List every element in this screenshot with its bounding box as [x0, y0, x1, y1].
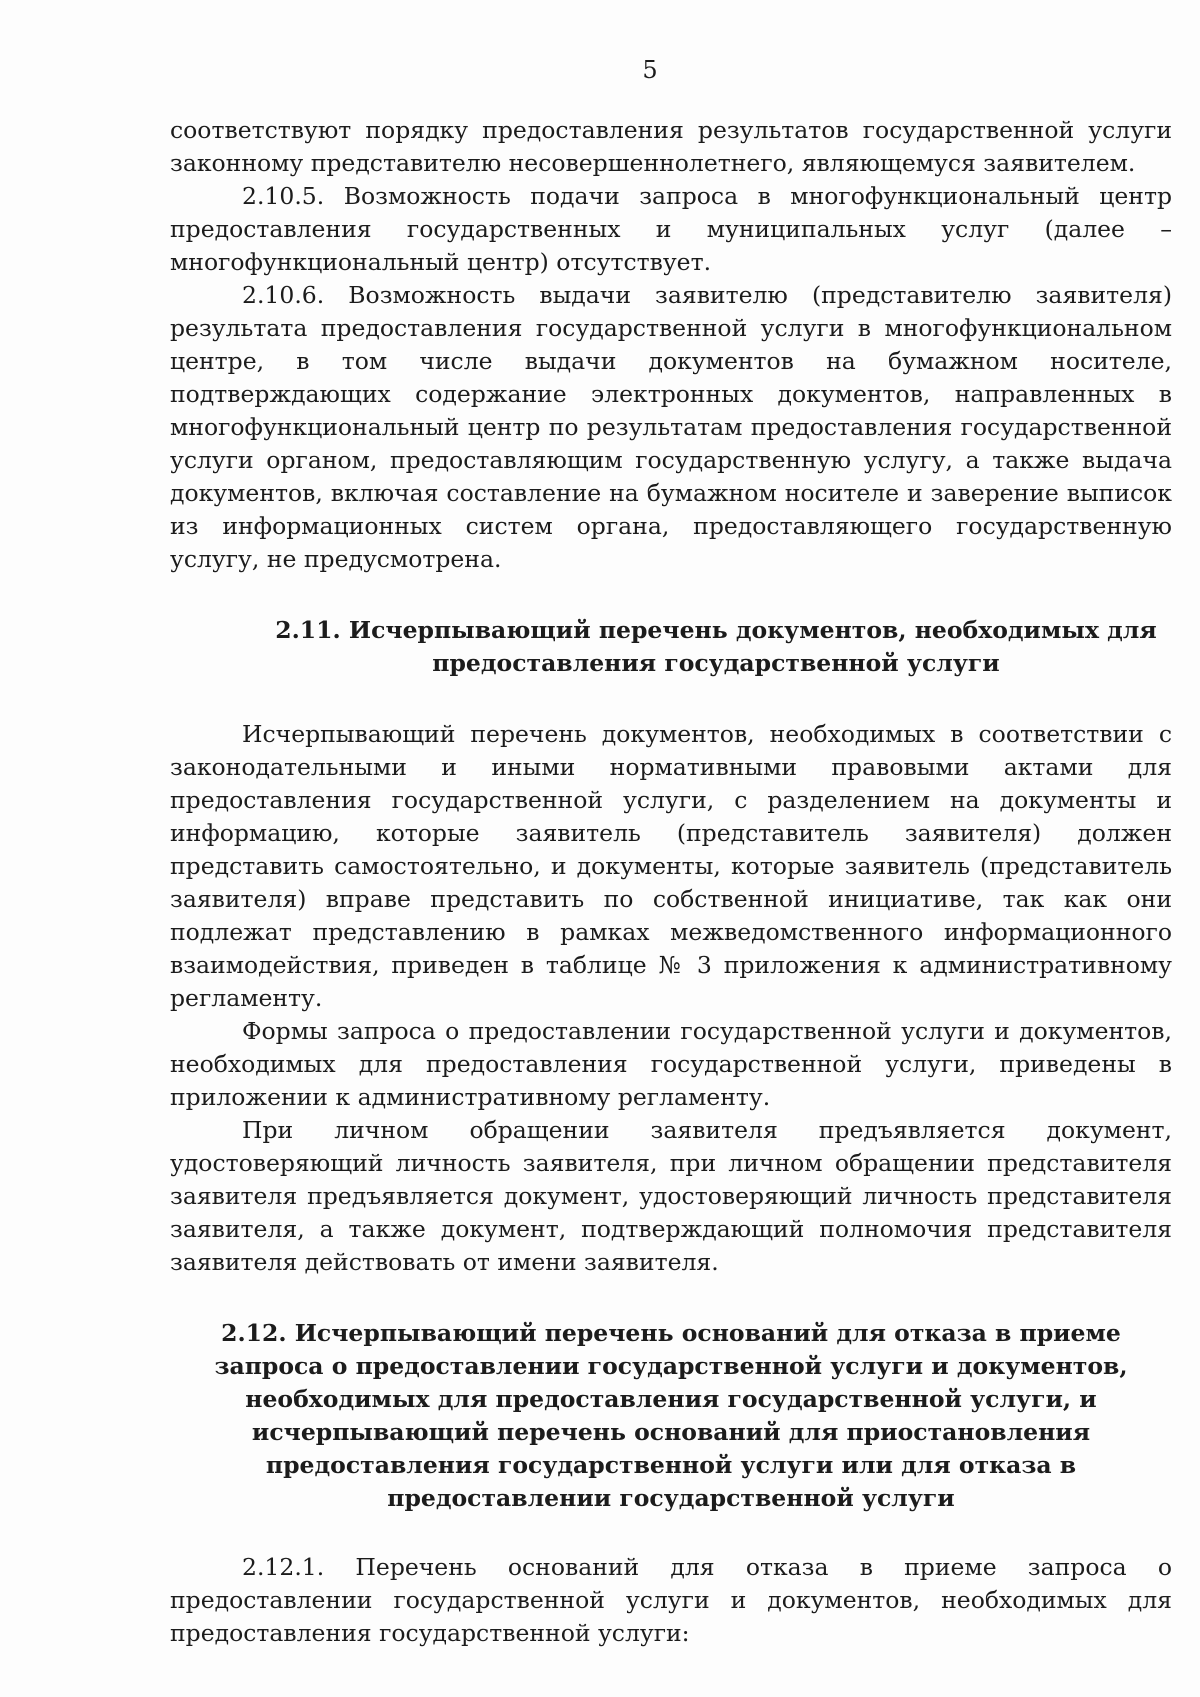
paragraph-request-forms: Формы запроса о предоставлении государственной услуги и документов, необходимых для предоставления государственной услуги, приведены в приложении к административному регламенту. — [170, 1017, 1172, 1111]
paragraph-documents-list: Исчерпывающий перечень документов, необходимых в соответствии с законодательными и иными нормативными правовыми актами для предоставления государственной услуги, с разделением на документы и информацию, которые заявитель (представитель заявителя) должен представить самостоятельно, и документы, которые заявитель (представитель заявителя) вправе представить по собственной инициативе, так как они подлежат представлению в рамках межведомственного информационного взаимодействия, приведен в таблице № 3 приложения к административному регламенту. — [170, 720, 1172, 1012]
document-body — [170, 114, 1172, 1650]
paragraph-2-12-1: 2.12.1. Перечень оснований для отказа в приеме запроса о предоставлении государственной услуги и документов, необходимых для предоставления государственной услуги: — [170, 1553, 1172, 1647]
section-heading-2-12: 2.12. Исчерпывающий перечень оснований для отказа в приеме запроса о предоставлении государственной услуги и документов, необходимых для предоставления государственной услуги, и исчерпывающий перечень оснований для приостановления предоставления государственной услуги или для отказа в предоставлении государственной услуги — [214, 1319, 1128, 1512]
paragraph-identity-document: При личном обращении заявителя предъявляется документ, удостоверяющий личность заявителя, при личном обращении представителя заявителя предъявляется документ, удостоверяющий личность представителя заявителя, а также документ, подтверждающий полномочия представителя заявителя действовать от имени заявителя. — [170, 1116, 1172, 1276]
paragraph-continuation: соответствуют порядку предоставления результатов государственной услуги законному представителю несовершеннолетнего, являющемуся заявителем. — [170, 116, 1172, 177]
section-heading-2-11: 2.11. Исчерпывающий перечень документов, необходимых для предоставления государственной услуги — [275, 616, 1157, 677]
page-number: 5 — [642, 56, 658, 84]
paragraph-2-10-6: 2.10.6. Возможность выдачи заявителю (представителю заявителя) результата предоставления государственной услуги в многофункциональном центре, в том числе выдачи документов на бумажном носителе, подтверждающих содержание электронных документов, направленных в многофункциональный центр по результатам предоставления государственной услуги органом, предоставляющим государственную услугу, а также выдача документов, включая составление на бумажном носителе и заверение выписок из информационных систем органа, предоставляющего государственную услугу, не предусмотрена. — [170, 281, 1172, 573]
paragraph-2-10-5: 2.10.5. Возможность подачи запроса в многофункциональный центр предоставления государственных и муниципальных услуг (далее – многофункциональный центр) отсутствует. — [170, 182, 1172, 276]
